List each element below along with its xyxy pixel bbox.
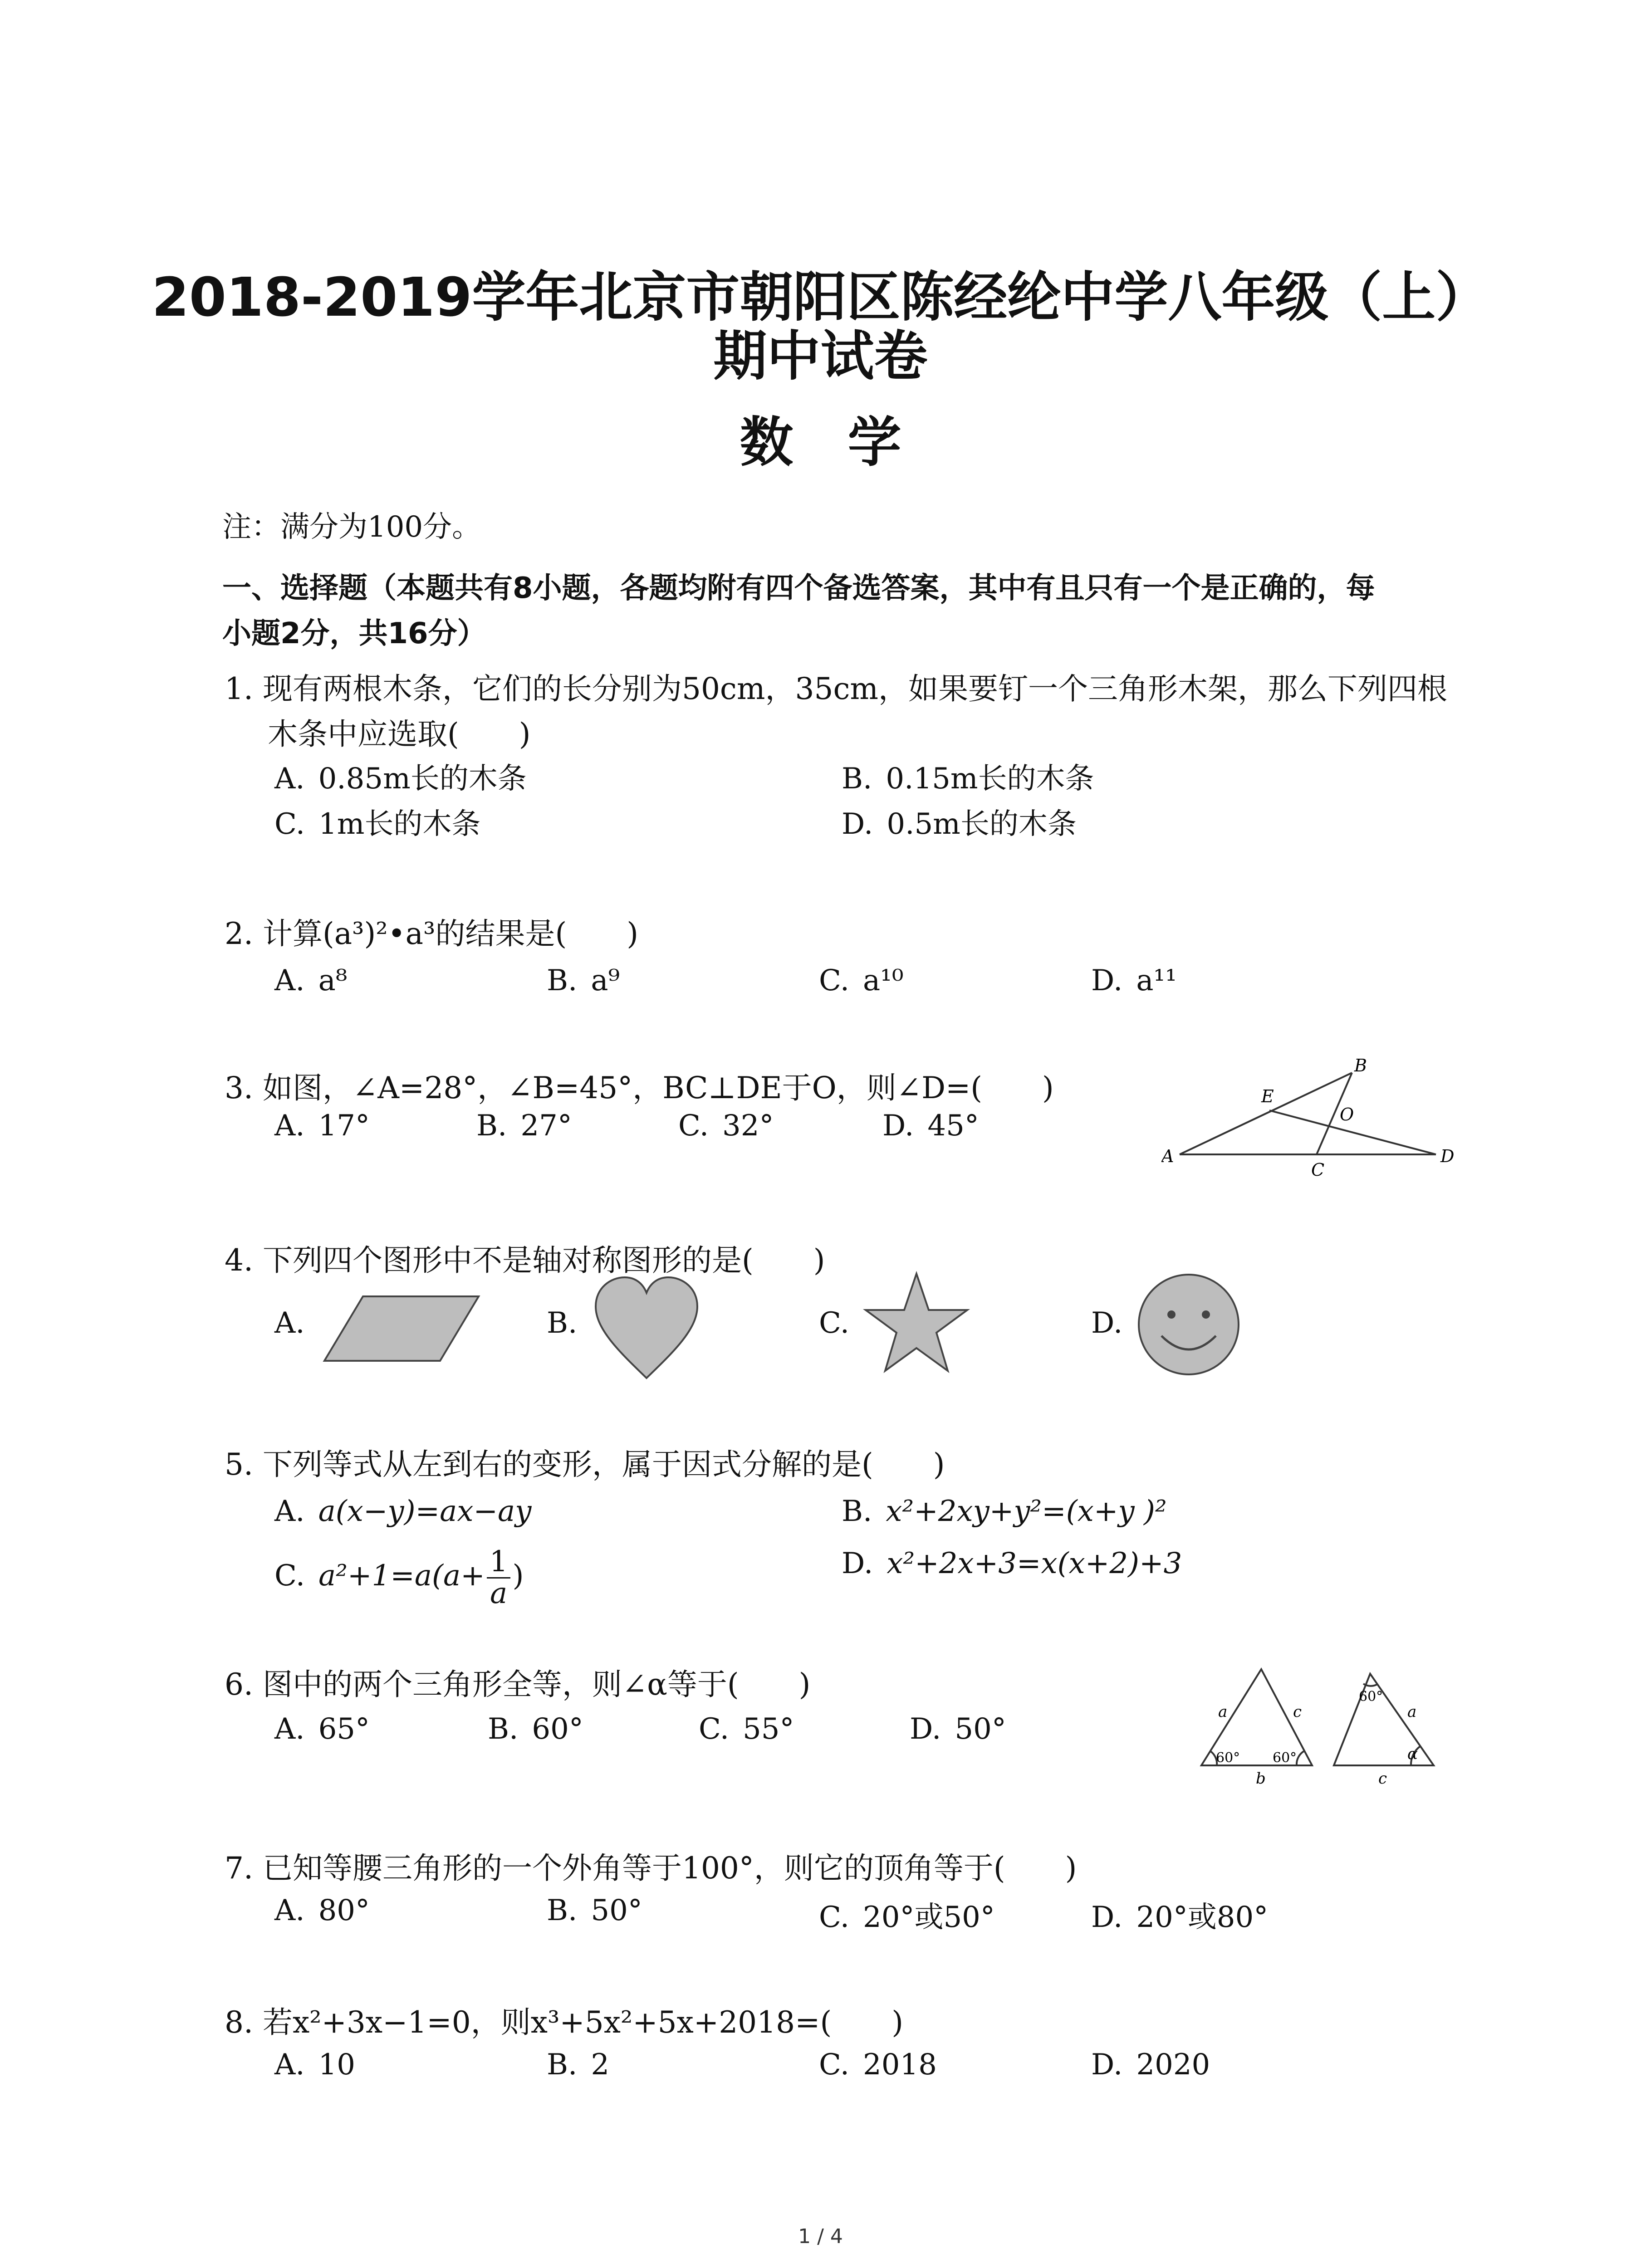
question-5-stem: 5. 下列等式从左到右的变形，属于因式分解的是( ) <box>225 1447 945 1482</box>
question-2-option-a: A. a⁸ <box>274 964 348 997</box>
fig6-label-a1: a <box>1218 1703 1228 1721</box>
star-icon <box>862 1270 971 1379</box>
question-8-option-d: D. 2020 <box>1091 2048 1210 2082</box>
page-number: 1 / 4 <box>798 2225 843 2248</box>
question-8-option-b: B. 2 <box>547 2048 610 2082</box>
question-1-option-d: D. 0.5m长的木条 <box>842 807 1077 841</box>
figure-label-c: C <box>1311 1160 1325 1179</box>
question-5-option-d: D. x²+2x+3=x(x+2)+3 <box>842 1547 1182 1580</box>
page-title-line1: 2018-2019学年北京市朝阳区陈经纶中学八年级（上） <box>152 266 1489 328</box>
smiley-face-icon <box>1134 1270 1243 1379</box>
question-1-option-b: B. 0.15m长的木条 <box>842 762 1094 796</box>
figure-label-o: O <box>1340 1105 1354 1124</box>
question-6-option-b: B. 60° <box>488 1712 583 1746</box>
question-8-option-c: C. 2018 <box>819 2048 937 2082</box>
section-heading-line2: 小题2分，共16分） <box>222 617 486 650</box>
score-note: 注：满分为100分。 <box>222 510 481 544</box>
fig6-angle-60-left: 60° <box>1216 1750 1240 1766</box>
question-3-option-b: B. 27° <box>476 1109 572 1143</box>
parallelogram-icon <box>322 1293 481 1365</box>
question-4-option-c-label: C. <box>819 1306 850 1340</box>
question-6-option-d: D. 50° <box>910 1712 1006 1746</box>
question-6-stem: 6. 图中的两个三角形全等，则∠α等于( ) <box>225 1667 811 1702</box>
section-heading-line1: 一、选择题（本题共有8小题，各题均附有四个备选答案，其中有且只有一个是正确的，每 <box>222 572 1375 605</box>
figure-label-d: D <box>1440 1146 1455 1166</box>
question-4-option-a-label: A. <box>274 1306 305 1340</box>
question-7-option-a: A. 80° <box>274 1894 370 1927</box>
question-4-option-b-label: B. <box>547 1306 578 1340</box>
question-4-stem: 4. 下列四个图形中不是轴对称图形的是( ) <box>225 1243 825 1278</box>
question-6-option-c: C. 55° <box>699 1712 794 1746</box>
fig6-label-c1: c <box>1293 1703 1302 1721</box>
question-3-option-d: D. 45° <box>882 1109 979 1143</box>
question-5-option-b: B. x²+2xy+y²=(x+y )² <box>842 1495 1167 1528</box>
figure-label-e: E <box>1261 1086 1274 1106</box>
fig6-label-c2: c <box>1378 1769 1387 1788</box>
fig6-label-a2: a <box>1407 1703 1417 1721</box>
question-3-option-c: C. 32° <box>678 1109 774 1143</box>
question-2-stem: 2. 计算(a³)²•a³的结果是( ) <box>225 916 638 951</box>
question-6-figure <box>1198 1660 1452 1796</box>
figure-label-a: A <box>1161 1146 1174 1166</box>
heart-icon <box>592 1275 701 1383</box>
question-1-option-c: C. 1m长的木条 <box>274 807 481 841</box>
question-3-stem: 3. 如图，∠A=28°，∠B=45°，BC⊥DE于O，则∠D=( ) <box>225 1070 1054 1105</box>
question-7-stem: 7. 已知等腰三角形的一个外角等于100°，则它的顶角等于( ) <box>225 1851 1077 1886</box>
question-3-figure <box>1161 1057 1461 1179</box>
question-8-stem: 8. 若x²+3x−1=0，则x³+5x²+5x+2018=( ) <box>225 2005 903 2040</box>
question-5-option-c: C. a²+1=a(a+ $\frac{1}{a}$ ) <box>274 1545 524 1611</box>
page-title-line2: 期中试卷 <box>713 325 928 387</box>
question-3-option-a: A. 17° <box>274 1109 370 1143</box>
question-7-option-c: C. 20°或50° <box>819 1901 995 1934</box>
question-2-option-d: D. a¹¹ <box>1091 964 1177 997</box>
question-6-option-a: A. 65° <box>274 1712 370 1746</box>
figure-label-b: B <box>1354 1057 1367 1075</box>
fig6-label-alpha: α <box>1407 1745 1418 1763</box>
question-1-option-a: A. 0.85m长的木条 <box>274 762 527 796</box>
subject-title: 数学 <box>740 411 956 474</box>
fig6-angle-60-top: 60° <box>1359 1689 1383 1705</box>
question-4-option-d-label: D. <box>1091 1306 1123 1340</box>
question-8-option-a: A. 10 <box>274 2048 355 2082</box>
question-7-option-b: B. 50° <box>547 1894 642 1927</box>
fig6-label-b: b <box>1256 1769 1266 1788</box>
question-5-option-a: A. a(x−y)=ax−ay <box>274 1495 532 1528</box>
question-2-option-c: C. a¹⁰ <box>819 964 904 997</box>
question-2-option-b: B. a⁹ <box>547 964 620 997</box>
question-1-stem-line2: 木条中应选取( ) <box>268 717 531 752</box>
fig6-angle-60-right: 60° <box>1273 1750 1297 1766</box>
question-1-stem-line1: 1. 现有两根木条，它们的长分别为50cm，35cm，如果要钉一个三角形木架，那么下列四根 <box>225 671 1448 706</box>
question-7-option-d: D. 20°或80° <box>1091 1901 1269 1934</box>
